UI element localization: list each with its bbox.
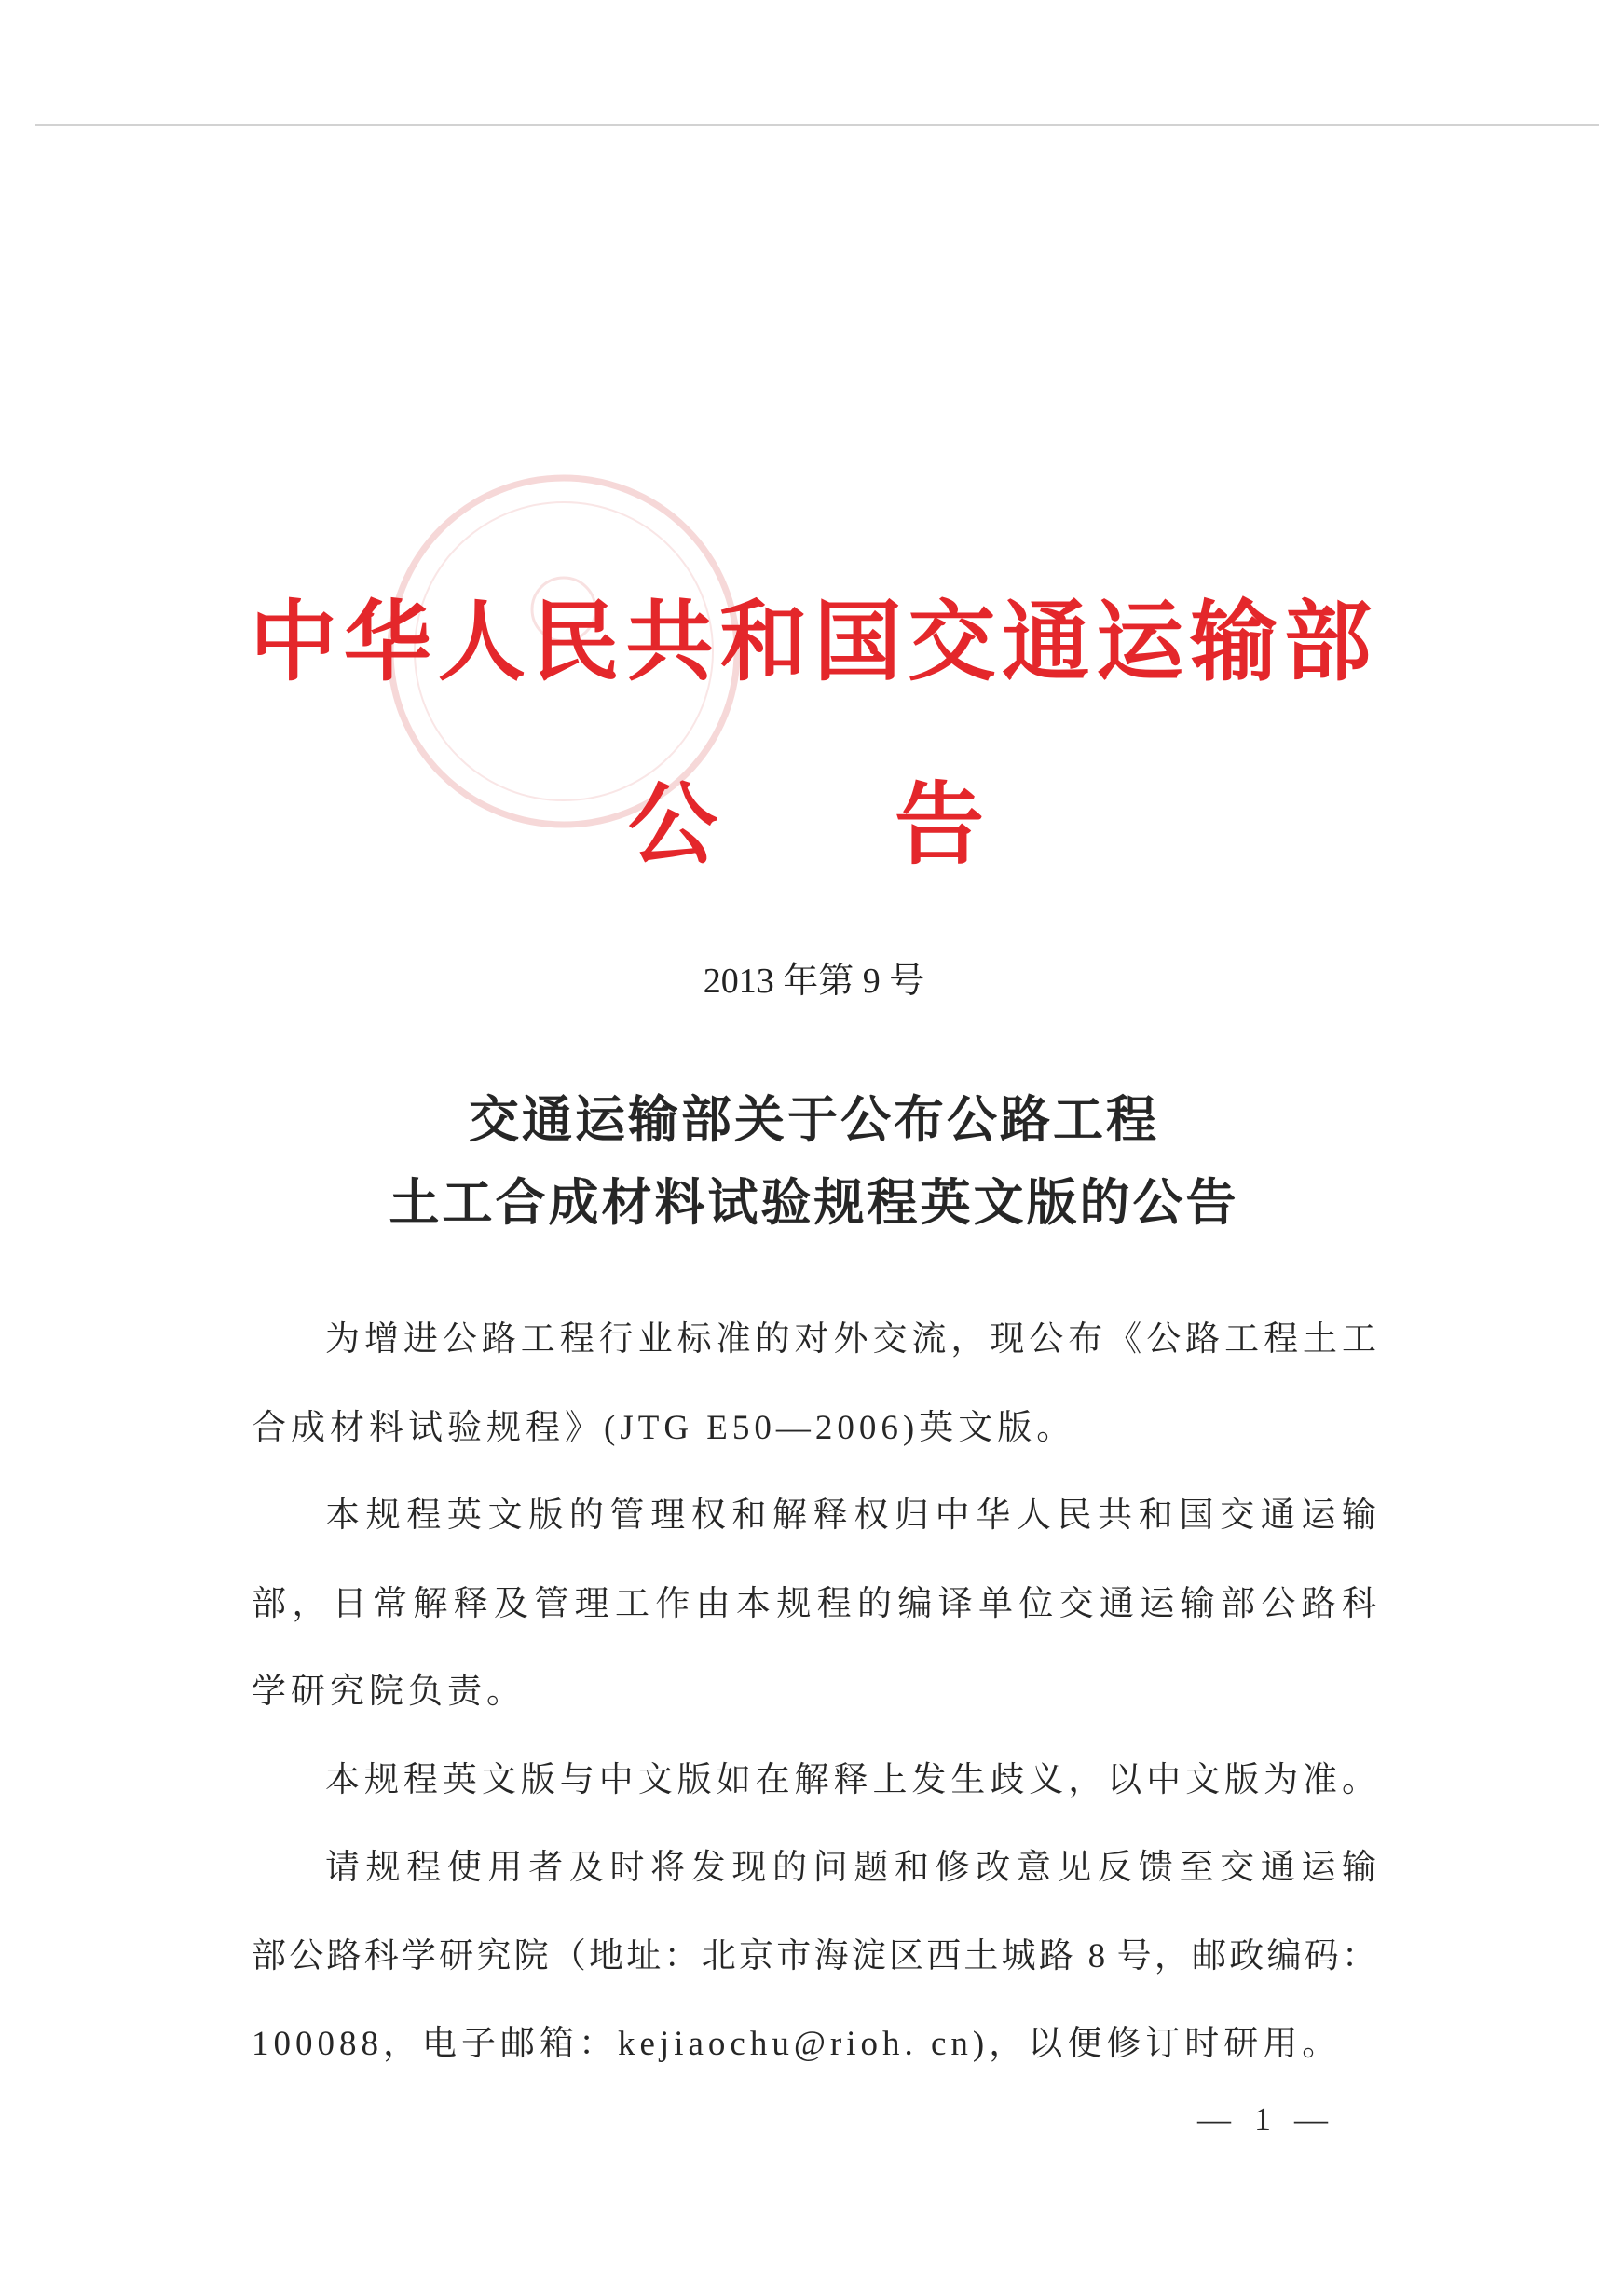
paragraph-line: 合成材料试验规程》(JTG E50—2006)英文版。 (252, 1408, 1076, 1447)
scan-edge-line (35, 124, 1599, 126)
paragraph-4 (252, 1824, 1376, 2089)
notice-label-char-1: 公 (628, 775, 718, 875)
paragraph-line: 请规程使用者及时将发现的问题和修改意见反馈至交通运输 (325, 1849, 1376, 1887)
issuer-heading: 中华人民共和国交通运输部 (250, 594, 1372, 691)
paragraph-line: 学研究院负责。 (252, 1673, 526, 1711)
paragraph-line: 为增进公路工程行业标准的对外交流，现公布《公路工程土工 (325, 1320, 1376, 1359)
paragraph-1 (252, 1296, 1376, 1472)
document-number: 2013 年第 9 号 (703, 962, 925, 1001)
announcement-title (252, 1079, 1376, 1245)
title-line-1: 交通运输部关于公布公路工程 (469, 1092, 1159, 1148)
paragraph-line: 100088，电子邮箱：kejiaochu@rioh. cn)，以便修订时研用。 (252, 2025, 1342, 2063)
announcement-body (252, 1296, 1376, 2089)
notice-label-char-2: 告 (895, 775, 984, 875)
paragraph-line: 本规程英文版与中文版如在解释上发生歧义，以中文版为准。 (325, 1760, 1376, 1799)
paragraph-line: 部，日常解释及管理工作由本规程的编译单位交通运输部公路科 (252, 1584, 1376, 1623)
paragraph-2 (252, 1472, 1376, 1737)
paragraph-line: 本规程英文版的管理权和解释权归中华人民共和国交通运输 (325, 1496, 1376, 1535)
paragraph-3 (252, 1737, 1376, 1825)
paragraph-line: 部公路科学研究院（地址：北京市海淀区西土城路 8 号，邮政编码： (252, 1936, 1376, 1975)
title-line-2: 土工合成材料试验规程英文版的公告 (389, 1175, 1239, 1231)
page-number: — 1 — (1197, 2100, 1335, 2138)
